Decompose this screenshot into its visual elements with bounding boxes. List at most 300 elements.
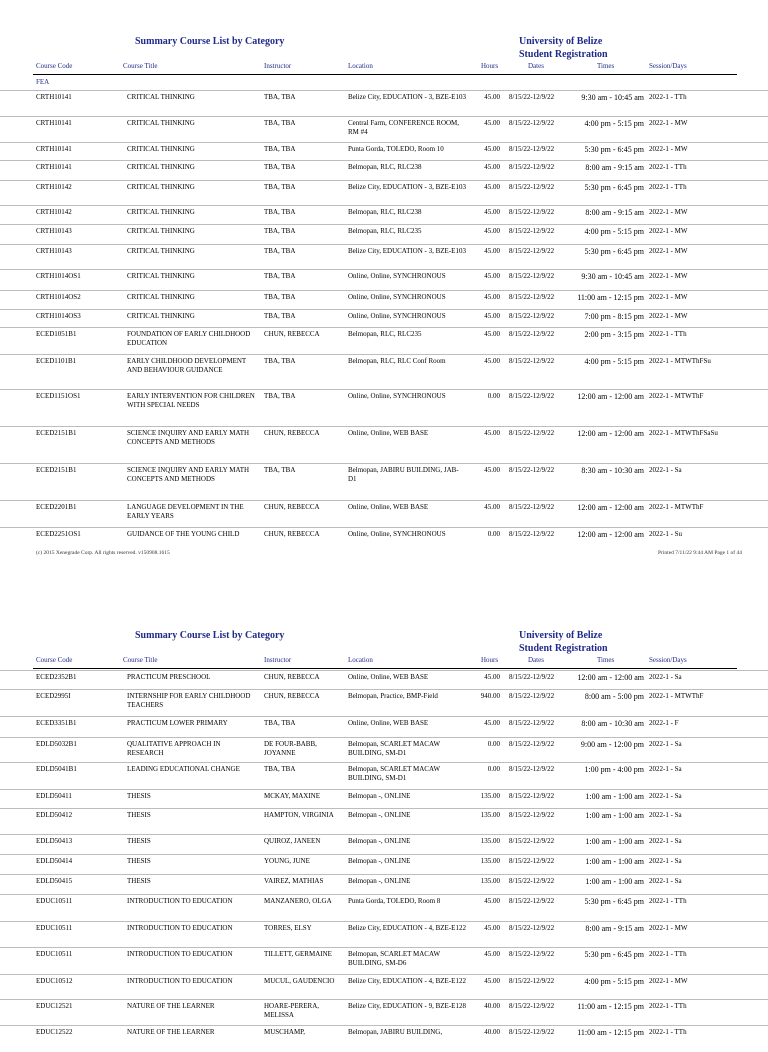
table-row [0,762,768,789]
table-row [0,309,768,327]
course-code-cell: CRTH1014OS2 [36,293,81,301]
print-info-footer: Printed 7/11/22 9:44 AM Page 1 of 44 [658,550,742,556]
course-title-cell: CRITICAL THINKING [127,272,195,280]
times-cell: 1:00 am - 1:00 am [585,811,644,820]
course-code-cell: EDUC12521 [36,1002,73,1010]
table-row [0,999,768,1025]
table-row [0,269,768,290]
dates-cell: 8/15/22-12/9/22 [509,740,555,748]
course-code-cell: CRTH10141 [36,119,72,127]
instructor-cell: MUCUL, GAUDENCIO [264,977,335,985]
hours-cell: 135.00 [480,811,500,819]
location-cell: Belize City, EDUCATION - 9, BZE-E128 [348,1002,466,1010]
course-title-cell: CRITICAL THINKING [127,93,195,101]
course-title-cell: CRITICAL THINKING [127,163,195,171]
dates-cell: 8/15/22-12/9/22 [509,530,555,538]
location-cell: Online, Online, SYNCHRONOUS [348,293,446,301]
times-cell: 8:00 am - 10:30 am [581,719,644,728]
col-course-code: Course Code [36,656,73,664]
hours-cell: 45.00 [484,183,500,191]
course-code-cell: ECED2251OS1 [36,530,81,538]
hours-cell: 45.00 [484,357,500,365]
hours-cell: 45.00 [484,950,500,958]
instructor-cell: TBA, TBA [264,208,296,216]
session-days-cell: 2022-1 - MW [649,924,688,932]
hours-cell: 45.00 [484,293,500,301]
table-row [0,290,768,309]
dates-cell: 8/15/22-12/9/22 [509,924,555,932]
table-row [0,500,768,527]
institution-subtitle: Student Registration [519,643,608,654]
hours-cell: 0.00 [487,530,500,538]
location-cell: Belmopan, SCARLET MACAW BUILDING, SM-D1 [348,765,440,782]
session-days-cell: 2022-1 - MTWThFSu [649,357,711,365]
instructor-cell: TILLETT, GERMAINE [264,950,332,958]
col-dates: Dates [528,62,544,70]
hours-cell: 45.00 [484,924,500,932]
hours-cell: 940.00 [480,692,500,700]
course-title-cell: LEADING EDUCATIONAL CHANGE [127,765,240,773]
times-cell: 8:00 am - 9:15 am [585,163,644,172]
course-code-cell: CRTH10143 [36,247,72,255]
session-days-cell: 2022-1 - MTWThF [649,503,704,511]
course-title-cell: INTRODUCTION TO EDUCATION [127,977,233,985]
instructor-cell: YOUNG, JUNE [264,857,310,865]
dates-cell: 8/15/22-12/9/22 [509,227,555,235]
location-cell: Online, Online, SYNCHRONOUS [348,312,446,320]
column-headers [0,62,768,74]
course-title-cell: GUIDANCE OF THE YOUNG CHILD [127,530,240,538]
course-title-cell: THESIS [127,811,151,819]
times-cell: 12:00 am - 12:00 am [577,673,644,682]
course-table-page-2 [0,670,768,1052]
course-title-cell: SCIENCE INQUIRY AND EARLY MATH CONCEPTS AND METHODS [127,429,250,446]
table-row [0,142,768,160]
report-page-2 [0,620,768,1037]
institution-header [519,629,608,655]
dates-cell: 8/15/22-12/9/22 [509,247,555,255]
course-code-cell: ECED1051B1 [36,330,77,338]
course-title-cell: SCIENCE INQUIRY AND EARLY MATH CONCEPTS AND METHODS [127,466,250,483]
course-code-cell: ECED2995I [36,692,71,700]
location-cell: Belmopan -, ONLINE [348,857,411,865]
instructor-cell: TBA, TBA [264,312,296,320]
location-cell: Belmopan -, ONLINE [348,811,411,819]
hours-cell: 0.00 [487,740,500,748]
times-cell: 8:00 am - 5:00 pm [584,692,644,701]
course-title-cell: INTRODUCTION TO EDUCATION [127,897,233,905]
course-title-cell: FOUNDATION OF EARLY CHILDHOOD EDUCATION [127,330,251,347]
course-code-cell: EDUC10511 [36,924,73,932]
session-days-cell: 2022-1 - TTh [649,1028,687,1036]
table-row [0,1025,768,1052]
times-cell: 8:00 am - 9:15 am [585,208,644,217]
table-row [0,894,768,921]
times-cell: 2:00 pm - 3:15 pm [584,330,644,339]
times-cell: 8:30 am - 10:30 am [581,466,644,475]
session-days-cell: 2022-1 - TTh [649,163,687,171]
times-cell: 1:00 am - 1:00 am [585,792,644,801]
location-cell: Belize City, EDUCATION - 4, BZE-E122 [348,924,466,932]
dates-cell: 8/15/22-12/9/22 [509,857,555,865]
table-row [0,689,768,716]
table-row [0,90,768,116]
course-title-cell: CRITICAL THINKING [127,312,195,320]
session-days-cell: 2022-1 - Sa [649,673,682,681]
location-cell: Belmopan -, ONLINE [348,877,411,885]
hours-cell: 135.00 [480,792,500,800]
session-days-cell: 2022-1 - TTh [649,183,687,191]
instructor-cell: TBA, TBA [264,227,296,235]
dates-cell: 8/15/22-12/9/22 [509,93,555,101]
session-days-cell: 2022-1 - TTh [649,950,687,958]
course-title-cell: CRITICAL THINKING [127,247,195,255]
instructor-cell: QUIROZ, JANEEN [264,837,321,845]
course-title-cell: EARLY INTERVENTION FOR CHILDREN WITH SPECIAL NEEDS [127,392,255,409]
dates-cell: 8/15/22-12/9/22 [509,183,555,191]
instructor-cell: VAIREZ, MATHIAS [264,877,324,885]
page-gap [0,570,768,620]
course-code-cell: ECED2201B1 [36,503,77,511]
dates-cell: 8/15/22-12/9/22 [509,272,555,280]
dates-cell: 8/15/22-12/9/22 [509,977,555,985]
dates-cell: 8/15/22-12/9/22 [509,429,555,437]
course-title-cell: INTRODUCTION TO EDUCATION [127,950,233,958]
instructor-cell: HAMPTON, VIRGINIA [264,811,334,819]
table-row [0,947,768,974]
session-days-cell: 2022-1 - MW [649,272,688,280]
course-code-cell: ECED1151OS1 [36,392,81,400]
instructor-cell: MCKAY, MAXINE [264,792,321,800]
hours-cell: 45.00 [484,312,500,320]
hours-cell: 0.00 [487,765,500,773]
hours-cell: 45.00 [484,145,500,153]
hours-cell: 135.00 [480,837,500,845]
course-title-cell: THESIS [127,877,151,885]
instructor-cell: CHUN, REBECCA [264,429,320,437]
dates-cell: 8/15/22-12/9/22 [509,673,555,681]
session-days-cell: 2022-1 - Sa [649,792,682,800]
col-times: Times [597,656,615,664]
col-course-code: Course Code [36,62,73,70]
instructor-cell: DE FOUR-BABB, JOYANNE [264,740,317,757]
course-code-cell: EDLD50412 [36,811,73,819]
course-code-cell: EDLD50413 [36,837,73,845]
table-row [0,160,768,180]
table-row [0,244,768,269]
report-title: Summary Course List by Category [135,36,285,47]
instructor-cell: TBA, TBA [264,119,296,127]
instructor-cell: CHUN, REBECCA [264,503,320,511]
session-days-cell: 2022-1 - Su [649,530,683,538]
course-code-cell: ECED3351B1 [36,719,77,727]
course-title-cell: THESIS [127,792,151,800]
times-cell: 4:00 pm - 5:15 pm [584,977,644,986]
hours-cell: 45.00 [484,272,500,280]
location-cell: Belmopan, RLC, RLC Conf Room [348,357,446,365]
hours-cell: 45.00 [484,208,500,216]
times-cell: 12:00 am - 12:00 am [577,530,644,539]
course-title-cell: CRITICAL THINKING [127,208,195,216]
times-cell: 5:30 pm - 6:45 pm [584,145,644,154]
course-title-cell: CRITICAL THINKING [127,227,195,235]
institution-subtitle: Student Registration [519,49,608,60]
location-cell: Belmopan, RLC, RLC235 [348,227,422,235]
location-cell: Belmopan, JABIRU BUILDING, JAB-D1 [348,466,459,483]
location-cell: Belmopan, RLC, RLC238 [348,208,422,216]
dates-cell: 8/15/22-12/9/22 [509,208,555,216]
course-title-cell: CRITICAL THINKING [127,293,195,301]
session-days-cell: 2022-1 - TTh [649,93,687,101]
times-cell: 5:30 pm - 6:45 pm [584,950,644,959]
hours-cell: 45.00 [484,119,500,127]
hours-cell: 45.00 [484,673,500,681]
table-row [0,463,768,500]
course-code-cell: CRTH10142 [36,208,72,216]
hours-cell: 45.00 [484,503,500,511]
course-code-cell: EDLD50415 [36,877,73,885]
course-title-cell: CRITICAL THINKING [127,183,195,191]
table-row [0,974,768,999]
instructor-cell: CHUN, REBECCA [264,673,320,681]
instructor-cell: TORRES, ELSY [264,924,312,932]
instructor-cell: TBA, TBA [264,272,296,280]
dates-cell: 8/15/22-12/9/22 [509,503,555,511]
dates-cell: 8/15/22-12/9/22 [509,119,555,127]
session-days-cell: 2022-1 - TTh [649,1002,687,1010]
dates-cell: 8/15/22-12/9/22 [509,330,555,338]
course-title-cell: INTRODUCTION TO EDUCATION [127,924,233,932]
instructor-cell: TBA, TBA [264,293,296,301]
dates-cell: 8/15/22-12/9/22 [509,719,555,727]
table-row [0,737,768,762]
session-days-cell: 2022-1 - MTWThF [649,392,704,400]
location-cell: Online, Online, SYNCHRONOUS [348,530,446,538]
times-cell: 9:00 am - 12:00 pm [580,740,644,749]
dates-cell: 8/15/22-12/9/22 [509,1028,555,1036]
session-days-cell: 2022-1 - Sa [649,811,682,819]
hours-cell: 45.00 [484,977,500,985]
session-days-cell: 2022-1 - MW [649,247,688,255]
course-title-cell: CRITICAL THINKING [127,119,195,127]
times-cell: 9:30 am - 10:45 am [581,93,644,102]
session-days-cell: 2022-1 - MTWThFSaSu [649,429,718,437]
times-cell: 9:30 am - 10:45 am [581,272,644,281]
location-cell: Belmopan -, ONLINE [348,837,411,845]
course-title-cell: THESIS [127,857,151,865]
instructor-cell: HOARE-PERERA, MELISSA [264,1002,320,1019]
instructor-cell: TBA, TBA [264,93,296,101]
dates-cell: 8/15/22-12/9/22 [509,897,555,905]
dates-cell: 8/15/22-12/9/22 [509,293,555,301]
table-row [0,921,768,947]
course-title-cell: THESIS [127,837,151,845]
instructor-cell: TBA, TBA [264,392,296,400]
course-title-cell: CRITICAL THINKING [127,145,195,153]
course-code-cell: EDLD5041B1 [36,765,77,773]
dates-cell: 8/15/22-12/9/22 [509,837,555,845]
hours-cell: 45.00 [484,429,500,437]
session-days-cell: 2022-1 - MW [649,208,688,216]
location-cell: Online, Online, SYNCHRONOUS [348,392,446,400]
table-row [0,670,768,689]
course-code-cell: EDLD50411 [36,792,72,800]
table-row [0,834,768,854]
hours-cell: 45.00 [484,330,500,338]
times-cell: 1:00 am - 1:00 am [585,857,644,866]
session-days-cell: 2022-1 - F [649,719,679,727]
col-session-days: Session/Days [649,656,687,664]
course-code-cell: CRTH10141 [36,145,72,153]
times-cell: 8:00 am - 9:15 am [585,924,644,933]
session-days-cell: 2022-1 - MW [649,119,688,127]
header-rule [33,74,737,75]
course-title-cell: EARLY CHILDHOOD DEVELOPMENT AND BEHAVIOUR GUIDANCE [127,357,247,374]
table-row [0,808,768,834]
course-code-cell: CRTH10141 [36,163,72,171]
col-hours: Hours [481,656,499,664]
dates-cell: 8/15/22-12/9/22 [509,163,555,171]
course-title-cell: PRACTICUM PRESCHOOL [127,673,211,681]
location-cell: Punta Gorda, TOLEDO, Room 8 [348,897,441,905]
location-cell: Online, Online, WEB BASE [348,673,429,681]
hours-cell: 135.00 [480,877,500,885]
session-days-cell: 2022-1 - MW [649,977,688,985]
instructor-cell: TBA, TBA [264,466,296,474]
session-days-cell: 2022-1 - Sa [649,837,682,845]
hours-cell: 45.00 [484,466,500,474]
location-cell: Belmopan, JABIRU BUILDING, [348,1028,443,1036]
institution-header [519,35,608,61]
institution-name: University of Belize [519,630,603,641]
location-cell: Belize City, EDUCATION - 4, BZE-E122 [348,977,466,985]
times-cell: 4:00 pm - 5:15 pm [584,227,644,236]
col-hours: Hours [481,62,499,70]
location-cell: Belmopan, RLC, RLC235 [348,330,422,338]
table-row [0,789,768,808]
session-days-cell: 2022-1 - Sa [649,877,682,885]
times-cell: 1:00 am - 1:00 am [585,837,644,846]
col-dates: Dates [528,656,544,664]
dates-cell: 8/15/22-12/9/22 [509,950,555,958]
col-times: Times [597,62,615,70]
dates-cell: 8/15/22-12/9/22 [509,692,555,700]
hours-cell: 45.00 [484,247,500,255]
hours-cell: 45.00 [484,93,500,101]
course-code-cell: EDLD5032B1 [36,740,77,748]
session-days-cell: 2022-1 - Sa [649,740,682,748]
course-code-cell: CRTH10141 [36,93,72,101]
times-cell: 11:00 am - 12:15 pm [577,1002,644,1011]
times-cell: 11:00 am - 12:15 pm [577,1028,644,1037]
course-title-cell: INTERNSHIP FOR EARLY CHILDHOOD TEACHERS [127,692,251,709]
table-row [0,426,768,463]
session-days-cell: 2022-1 - MW [649,293,688,301]
location-cell: Punta Gorda, TOLEDO, Room 10 [348,145,444,153]
dates-cell: 8/15/22-12/9/22 [509,1002,555,1010]
course-code-cell: CRTH1014OS1 [36,272,81,280]
instructor-cell: TBA, TBA [264,719,296,727]
col-course-title: Course Title [123,656,158,664]
hours-cell: 0.00 [487,392,500,400]
location-cell: Belize City, EDUCATION - 3, BZE-E103 [348,93,466,101]
dates-cell: 8/15/22-12/9/22 [509,357,555,365]
hours-cell: 45.00 [484,719,500,727]
table-row [0,205,768,224]
location-cell: Central Farm, CONFERENCE ROOM, RM #4 [348,119,460,136]
course-code-cell: EDUC10511 [36,897,73,905]
instructor-cell: CHUN, REBECCA [264,330,320,338]
category-label: FEA [36,78,50,86]
hours-cell: 135.00 [480,857,500,865]
location-cell: Online, Online, WEB BASE [348,719,429,727]
col-location: Location [348,62,373,70]
session-days-cell: 2022-1 - MW [649,227,688,235]
dates-cell: 8/15/22-12/9/22 [509,877,555,885]
location-cell: Belize City, EDUCATION - 3, BZE-E103 [348,183,466,191]
location-cell: Belmopan, SCARLET MACAW BUILDING, SM-D6 [348,950,440,967]
dates-cell: 8/15/22-12/9/22 [509,145,555,153]
times-cell: 11:00 am - 12:15 pm [577,293,644,302]
instructor-cell: MANZANERO, OLGA [264,897,332,905]
course-title-cell: QUALITATIVE APPROACH IN RESEARCH [127,740,221,757]
instructor-cell: TBA, TBA [264,145,296,153]
dates-cell: 8/15/22-12/9/22 [509,765,555,773]
session-days-cell: 2022-1 - Sa [649,466,682,474]
course-table-page-1 [0,90,768,554]
dates-cell: 8/15/22-12/9/22 [509,466,555,474]
times-cell: 4:00 pm - 5:15 pm [584,119,644,128]
column-headers [0,656,768,668]
table-row [0,854,768,874]
course-title-cell: NATURE OF THE LEARNER [127,1002,215,1010]
instructor-cell: TBA, TBA [264,357,296,365]
course-code-cell: ECED2352B1 [36,673,77,681]
course-code-cell: CRTH1014OS3 [36,312,81,320]
course-code-cell: ECED2151B1 [36,466,77,474]
times-cell: 5:30 pm - 6:45 pm [584,183,644,192]
course-code-cell: ECED1101B1 [36,357,77,365]
session-days-cell: 2022-1 - Sa [649,765,682,773]
institution-name: University of Belize [519,36,603,47]
dates-cell: 8/15/22-12/9/22 [509,392,555,400]
instructor-cell: TBA, TBA [264,163,296,171]
times-cell: 12:00 am - 12:00 am [577,392,644,401]
course-code-cell: EDUC10511 [36,950,73,958]
times-cell: 1:00 am - 1:00 am [585,877,644,886]
location-cell: Online, Online, WEB BASE [348,503,429,511]
course-code-cell: CRTH10143 [36,227,72,235]
times-cell: 12:00 am - 12:00 am [577,503,644,512]
header-rule [33,668,737,669]
instructor-cell: TBA, TBA [264,247,296,255]
times-cell: 1:00 pm - 4:00 pm [584,765,644,774]
times-cell: 12:00 am - 12:00 am [577,429,644,438]
times-cell: 7:00 pm - 8:15 pm [584,312,644,321]
instructor-cell: CHUN, REBECCA [264,530,320,538]
instructor-cell: MUSCHAMP, [264,1028,306,1036]
session-days-cell: 2022-1 - MTWThF [649,692,704,700]
dates-cell: 8/15/22-12/9/22 [509,811,555,819]
table-row [0,874,768,894]
table-row [0,389,768,426]
course-title-cell: NATURE OF THE LEARNER [127,1028,215,1036]
course-code-cell: CRTH10142 [36,183,72,191]
location-cell: Belmopan -, ONLINE [348,792,411,800]
session-days-cell: 2022-1 - MW [649,145,688,153]
col-instructor: Instructor [264,656,292,664]
times-cell: 5:30 pm - 6:45 pm [584,247,644,256]
